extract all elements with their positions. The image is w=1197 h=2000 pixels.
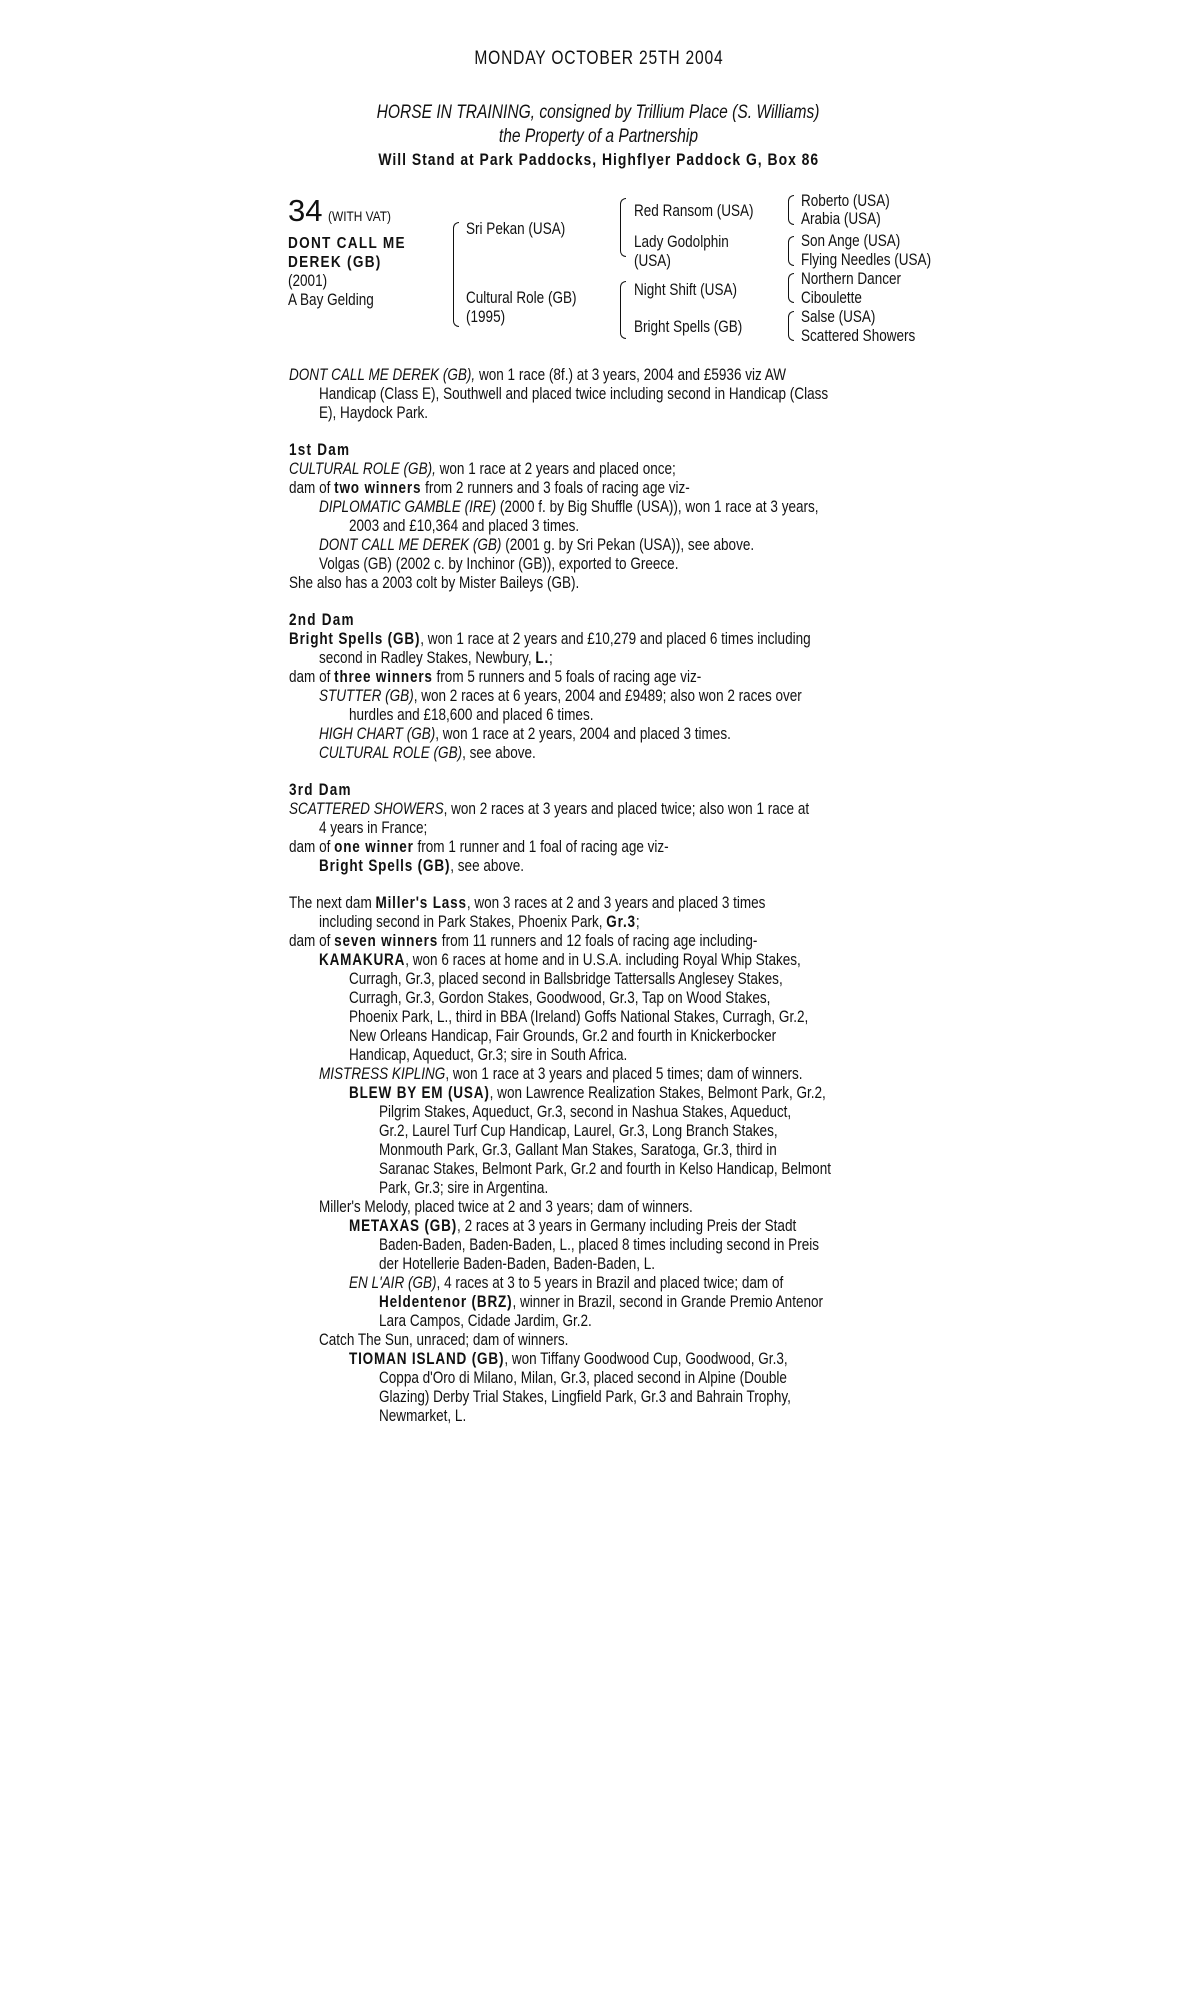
text-line	[289, 838, 1029, 857]
horse-name	[288, 234, 427, 272]
text-line: HIGH CHART (GB)	[319, 725, 436, 743]
text-line	[289, 1008, 1029, 1027]
text-line: won 1 race (8f.) at 3 years, 2004 and £5936 viz AW	[475, 366, 787, 384]
third-dam-heading: 3rd Dam	[289, 781, 352, 799]
text-line	[289, 1274, 1029, 1293]
text-line: , won 2 races at 3 years and placed twice; also won 1 race at	[443, 800, 810, 818]
race-record	[289, 366, 1029, 1426]
text-line	[289, 649, 1029, 668]
text-line	[349, 1274, 783, 1293]
text-line	[289, 366, 1029, 385]
text-line	[349, 1084, 826, 1103]
text-line	[319, 649, 553, 668]
text-line: , winner in Brazil, second in Grande Premio Antenor	[512, 1293, 824, 1311]
text-line	[289, 706, 1029, 725]
sire-sire: Red Ransom (USA)	[634, 202, 754, 220]
text-line	[349, 1350, 788, 1369]
text-line: two winners	[334, 479, 422, 497]
text-line	[289, 951, 1029, 970]
text-line	[319, 725, 731, 744]
text-line: KAMAKURA	[319, 951, 406, 969]
text-line	[289, 1027, 1029, 1046]
text-line: 4 years in France;	[319, 819, 428, 837]
text-line: MISTRESS KIPLING	[319, 1065, 446, 1083]
text-line	[289, 1255, 1029, 1274]
text-line: won 1 race at 2 years and placed once;	[435, 460, 676, 478]
text-line	[289, 1388, 1029, 1407]
text-line: Curragh, Gr.3, Gordon Stakes, Goodwood, Gr.3, Tap on Wood Stakes,	[349, 989, 771, 1007]
dam-sire-dam: Ciboulette	[801, 289, 862, 307]
sale-date: MONDAY OCTOBER 25TH 2004	[473, 48, 724, 69]
text-line: , won 3 races at 2 and 3 years and placed 3 times	[466, 894, 766, 912]
sire-sire-dam: Arabia (USA)	[801, 210, 881, 228]
text-line: E), Haydock Park.	[319, 404, 429, 422]
text-line: DONT CALL ME DEREK (GB)	[319, 536, 502, 554]
text-line	[289, 460, 676, 479]
text-line	[289, 1198, 1029, 1217]
text-line	[289, 894, 1029, 913]
text-line: dam of	[289, 838, 335, 856]
text-line: Gr.2, Laurel Turf Cup Handicap, Laurel, Gr.3, Long Branch Stakes,	[379, 1122, 778, 1140]
text-line	[319, 498, 819, 517]
text-line	[289, 932, 757, 951]
text-line: three winners	[334, 668, 433, 686]
text-line: dam of	[289, 668, 335, 686]
text-line: from 2 runners and 3 foals of racing age viz-	[421, 479, 690, 497]
text-line: Glazing) Derby Trial Stakes, Lingfield Park, Gr.3 and Bahrain Trophy,	[379, 1388, 791, 1406]
text-line	[289, 1141, 1029, 1160]
text-line: Bright Spells (GB)	[289, 630, 421, 648]
text-line	[289, 687, 1029, 706]
text-line: , won Tiffany Goodwood Cup, Goodwood, Gr.3,	[504, 1350, 788, 1368]
text-line	[289, 668, 701, 687]
text-line: The next dam	[289, 894, 376, 912]
dam-dam: Bright Spells (GB)	[634, 318, 743, 336]
text-line: ;	[635, 913, 640, 931]
stand-location: Will Stand at Park Paddocks, Highflyer Paddock G, Box 86	[378, 150, 819, 169]
text-line: (2001 g. by Sri Pekan (USA)), see above.	[501, 536, 755, 554]
text-line: Coppa d'Oro di Milano, Milan, Gr.3, placed second in Alpine (Double	[379, 1369, 787, 1387]
text-line	[319, 913, 640, 932]
horse-name-line1: DONT CALL ME	[288, 235, 406, 252]
text-line	[289, 1350, 1029, 1369]
text-line	[289, 744, 1029, 763]
text-line	[289, 857, 1029, 876]
first-dam-heading: 1st Dam	[289, 441, 351, 459]
brace-dam-parents	[620, 281, 626, 339]
text-line	[319, 687, 802, 706]
text-line: Catch The Sun, unraced; dam of winners.	[319, 1331, 569, 1349]
text-line	[289, 781, 1029, 800]
text-line: METAXAS (GB)	[349, 1217, 458, 1235]
text-line: CULTURAL ROLE (GB),	[289, 460, 436, 478]
text-line: Bright Spells (GB)	[319, 857, 451, 875]
brace-sire-dam	[453, 222, 459, 327]
brace-dd	[788, 311, 794, 341]
horse-name-line2: DEREK (GB)	[288, 254, 382, 271]
text-line: Lara Campos, Cidade Jardim, Gr.2.	[379, 1312, 592, 1330]
text-line	[289, 611, 1029, 630]
text-line	[349, 1217, 796, 1236]
text-line: BLEW BY EM (USA)	[349, 1084, 490, 1102]
brace-sd	[788, 236, 794, 266]
text-line	[289, 630, 811, 649]
text-line	[289, 574, 1029, 593]
sire: Sri Pekan (USA)	[466, 220, 566, 238]
text-line	[319, 536, 754, 555]
text-line: from 11 runners and 12 foals of racing age including-	[438, 932, 758, 950]
third-dam-section	[289, 781, 1029, 876]
dam: Cultural Role (GB)	[466, 289, 577, 307]
text-line	[289, 1179, 1029, 1198]
text-line	[289, 894, 765, 913]
dam-dam-dam: Scattered Showers	[801, 327, 916, 345]
text-line	[289, 725, 1029, 744]
text-line: DONT CALL ME DEREK (GB),	[289, 366, 476, 384]
text-line: TIOMAN ISLAND (GB)	[349, 1350, 505, 1368]
text-line	[289, 498, 1029, 517]
text-line: CULTURAL ROLE (GB)	[319, 744, 463, 762]
text-line: , won 2 races at 6 years, 2004 and £9489; also won 2 races over	[413, 687, 802, 705]
text-line: Heldentenor (BRZ)	[379, 1293, 513, 1311]
dam-year: (1995)	[466, 308, 506, 326]
text-line: Baden-Baden, Baden-Baden, L., placed 8 times including second in Preis	[379, 1236, 820, 1254]
sire-dam-sire: Son Ange (USA)	[801, 232, 901, 250]
text-line	[289, 366, 786, 385]
text-line	[289, 1122, 1029, 1141]
text-line: Pilgrim Stakes, Aqueduct, Gr.3, second in Nashua Stakes, Aqueduct,	[379, 1103, 792, 1121]
text-line	[289, 668, 1029, 687]
text-line: Handicap (Class E), Southwell and placed twice including second in Handicap (Class	[319, 385, 829, 403]
text-line	[319, 951, 801, 970]
text-line	[319, 744, 536, 763]
second-dam-section	[289, 611, 1029, 763]
text-line	[289, 1369, 1029, 1388]
text-line: , 2 races at 3 years in Germany including Preis der Stadt	[457, 1217, 797, 1235]
sire-dam-country: (USA)	[634, 252, 671, 270]
text-line: dam of	[289, 479, 335, 497]
foal-year: (2001)	[288, 272, 328, 290]
text-line	[289, 441, 1029, 460]
horse-summary	[289, 366, 1029, 423]
text-line	[319, 857, 524, 876]
text-line: second in Radley Stakes, Newbury,	[319, 649, 536, 667]
text-line	[289, 1065, 1029, 1084]
text-line	[289, 517, 1029, 536]
text-line: , won 1 race at 2 years, 2004 and placed 3 times.	[435, 725, 731, 743]
brace-ss	[788, 195, 794, 225]
text-line	[289, 1084, 1029, 1103]
property-line: the Property of a Partnership	[498, 126, 699, 147]
text-line	[289, 970, 1029, 989]
text-line: , won Lawrence Realization Stakes, Belmont Park, Gr.2,	[489, 1084, 826, 1102]
next-dam-section	[289, 894, 1029, 1426]
text-line: EN L'AIR (GB)	[349, 1274, 437, 1292]
text-line	[289, 913, 1029, 932]
dam-sire: Night Shift (USA)	[634, 281, 738, 299]
text-line: , see above.	[462, 744, 536, 762]
text-line	[289, 1160, 1029, 1179]
lot-number: 34	[288, 193, 323, 228]
text-line	[289, 932, 1029, 951]
text-line: including second in Park Stakes, Phoenix Park,	[319, 913, 607, 931]
text-line: Miller's Melody, placed twice at 2 and 3 years; dam of winners.	[319, 1198, 693, 1216]
dam-dam-sire: Salse (USA)	[801, 308, 876, 326]
text-line: der Hotellerie Baden-Baden, Baden-Baden, L.	[379, 1255, 656, 1273]
text-line: , won 1 race at 3 years and placed 5 times; dam of winners.	[445, 1065, 803, 1083]
text-line: Saranac Stakes, Belmont Park, Gr.2 and fourth in Kelso Handicap, Belmont	[379, 1160, 831, 1178]
text-line	[289, 385, 1029, 404]
text-line: Volgas (GB) (2002 c. by Inchinor (GB)), exported to Greece.	[319, 555, 679, 573]
text-line: , see above.	[450, 857, 524, 875]
text-line: Newmarket, L.	[379, 1407, 467, 1425]
text-line	[289, 800, 809, 819]
text-line: 2003 and £10,364 and placed 3 times.	[349, 517, 580, 535]
text-line	[289, 838, 669, 857]
text-line: Phoenix Park, L., third in BBA (Ireland) Goffs National Stakes, Curragh, Gr.2,	[349, 1008, 809, 1026]
text-line	[289, 460, 1029, 479]
text-line	[289, 989, 1029, 1008]
text-line: one winner	[334, 838, 414, 856]
text-line: dam of	[289, 932, 335, 950]
text-line: Park, Gr.3; sire in Argentina.	[379, 1179, 549, 1197]
text-line: Handicap, Aqueduct, Gr.3; sire in South Africa.	[349, 1046, 628, 1064]
text-line: seven winners	[334, 932, 439, 950]
text-line: from 1 runner and 1 foal of racing age viz-	[413, 838, 669, 856]
text-line: L.	[535, 649, 550, 667]
dam-sire-sire: Northern Dancer	[801, 270, 902, 288]
text-line	[289, 1312, 1029, 1331]
first-dam-section	[289, 441, 1029, 593]
sire-sire-sire: Roberto (USA)	[801, 192, 890, 210]
text-line: , 4 races at 3 to 5 years in Brazil and placed twice; dam of	[436, 1274, 784, 1292]
text-line	[289, 555, 1029, 574]
text-line: New Orleans Handicap, Fair Grounds, Gr.2 and fourth in Knickerbocker	[349, 1027, 777, 1045]
sire-dam-dam: Flying Needles (USA)	[801, 251, 932, 269]
text-line: , won 6 races at home and in U.S.A. including Royal Whip Stakes,	[405, 951, 801, 969]
text-line: (2000 f. by Big Shuffle (USA)), won 1 race at 3 years,	[496, 498, 819, 516]
brace-sire-parents	[620, 198, 626, 257]
horse-description: A Bay Gelding	[288, 291, 374, 309]
text-line	[289, 1407, 1029, 1426]
text-line	[289, 800, 1029, 819]
text-line	[289, 404, 1029, 423]
text-line	[289, 1217, 1029, 1236]
text-line: Gr.3	[606, 913, 636, 931]
text-line	[289, 536, 1029, 555]
sire-dam: Lady Godolphin	[634, 233, 729, 251]
text-line: , won 1 race at 2 years and £10,279 and placed 6 times including	[420, 630, 811, 648]
text-line	[319, 1065, 803, 1084]
text-line: from 5 runners and 5 foals of racing age viz-	[432, 668, 702, 686]
text-line: Curragh, Gr.3, placed second in Ballsbridge Tattersalls Anglesey Stakes,	[349, 970, 783, 988]
second-dam-heading: 2nd Dam	[289, 611, 355, 629]
text-line	[379, 1293, 823, 1312]
text-line: Miller's Lass	[375, 894, 467, 912]
text-line	[289, 479, 1029, 498]
text-line: STUTTER (GB)	[319, 687, 414, 705]
text-line	[289, 1046, 1029, 1065]
text-line: DIPLOMATIC GAMBLE (IRE)	[319, 498, 497, 516]
text-line: ;	[549, 649, 553, 667]
text-line	[289, 630, 1029, 649]
text-line: hurdles and £18,600 and placed 6 times.	[349, 706, 594, 724]
consignment-line: HORSE IN TRAINING, consigned by Trillium Place (S. Williams)	[377, 102, 820, 123]
text-line	[289, 1331, 1029, 1350]
text-line	[289, 479, 690, 498]
text-line	[289, 1103, 1029, 1122]
text-line: SCATTERED SHOWERS	[289, 800, 444, 818]
vat-note: (WITH VAT)	[328, 208, 392, 224]
text-line: Monmouth Park, Gr.3, Gallant Man Stakes, Saratoga, Gr.3, third in	[379, 1141, 777, 1159]
text-line	[289, 1293, 1029, 1312]
text-line	[289, 819, 1029, 838]
text-line: She also has a 2003 colt by Mister Baileys (GB).	[289, 574, 580, 592]
brace-ds	[788, 273, 794, 303]
text-line	[289, 1236, 1029, 1255]
